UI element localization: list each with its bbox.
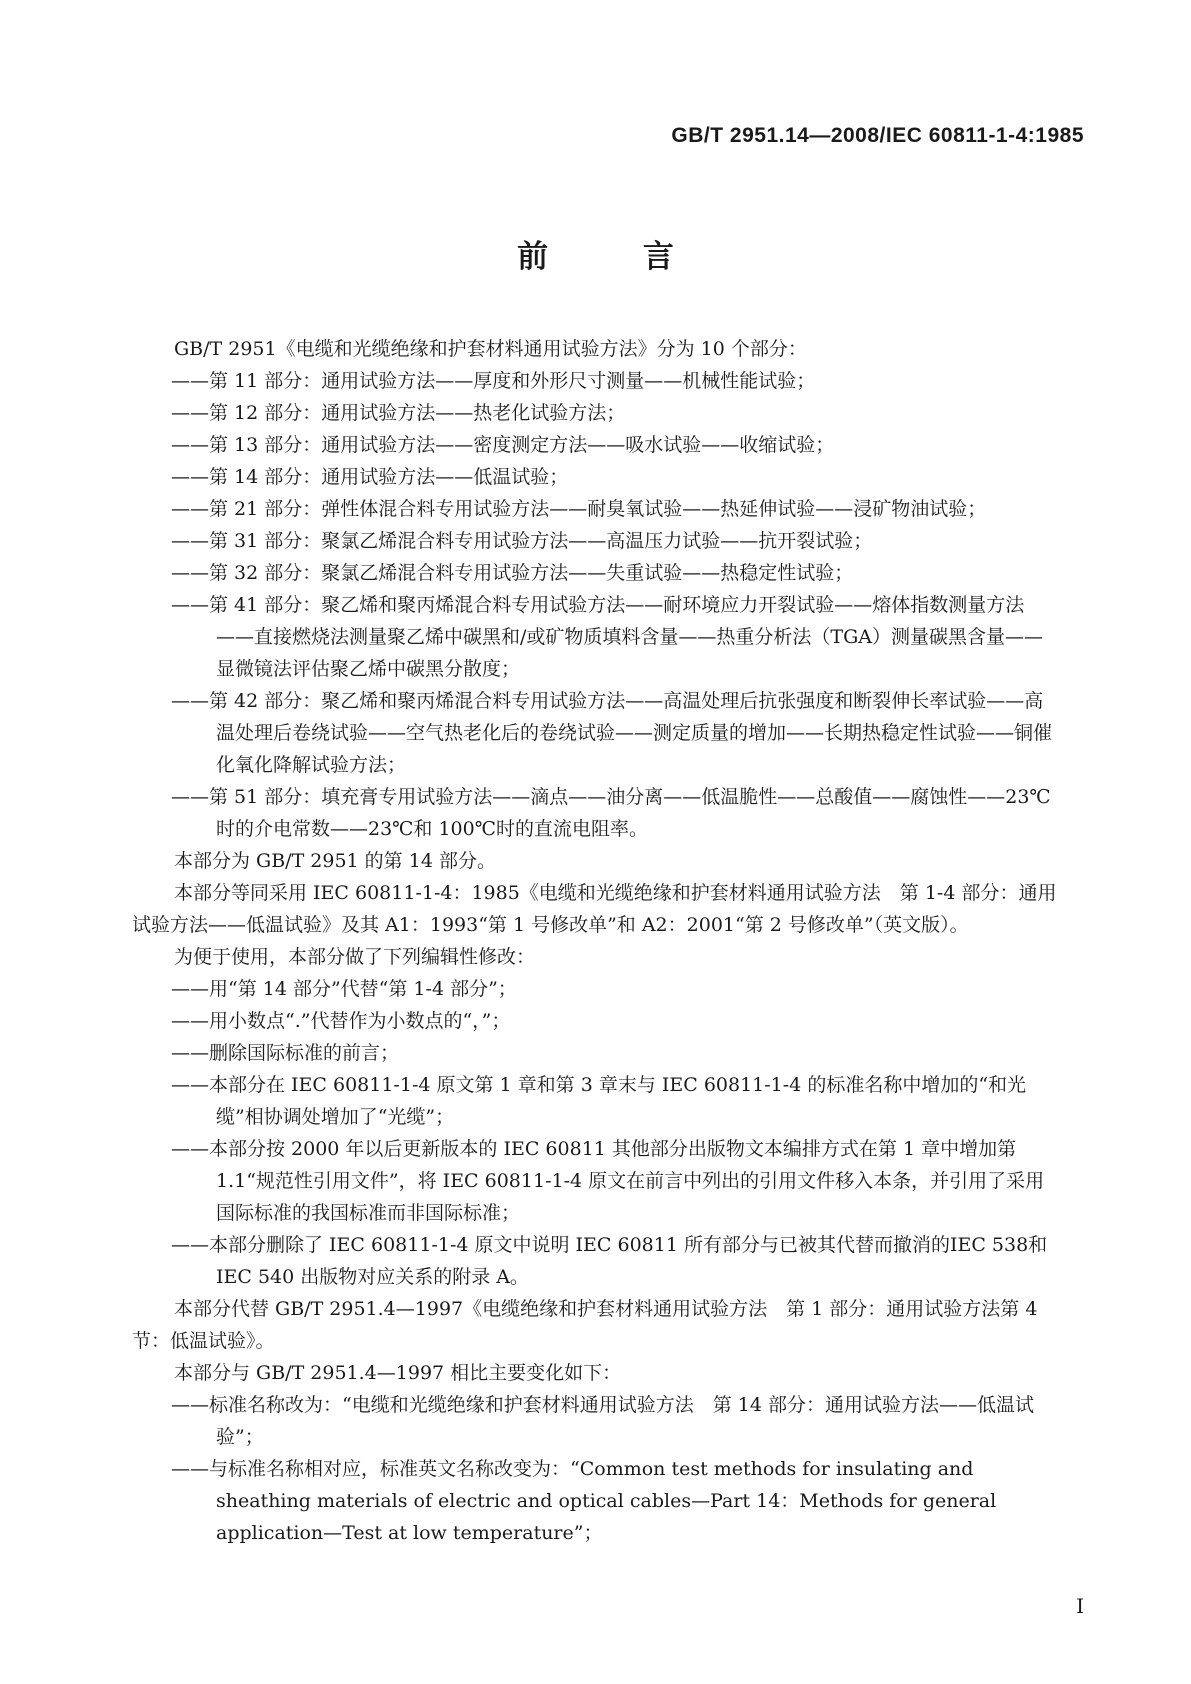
list-item: ——本部分删除了 IEC 60811-1-4 原文中说明 IEC 60811 所有部分与已被其代替而撤消的IEC 538和 IEC 540 出版物对应关系的附录 A。 [171, 1234, 1048, 1288]
paragraph: 本部分代替 GB/T 2951.4—1997《电缆绝缘和护套材料通用试验方法 第 1 部分：通用试验方法第 4 节：低温试验》。 [132, 1298, 1038, 1352]
list-item: ——第 11 部分：通用试验方法——厚度和外形尺寸测量——机械性能试验； [171, 370, 816, 392]
list-item: ——第 31 部分：聚氯乙烯混合料专用试验方法——高温压力试验——抗开裂试验； [171, 530, 873, 552]
paragraph: 本部分等同采用 IEC 60811-1-4：1985《电缆和光缆绝缘和护套材料通用试验方法 第 1-4 部分：通用试验方法——低温试验》及其 A1：1993“第 1 号修改单”和 A2：2001“第 2 号修改单”（英文版）。 [132, 882, 1057, 936]
list-item: ——第 21 部分：弹性体混合料专用试验方法——耐臭氧试验——热延伸试验——浸矿物油试验； [171, 498, 987, 520]
list-item: ——标准名称改为：“电缆和光缆绝缘和护套材料通用试验方法 第 14 部分：通用试验方法——低温试验”； [171, 1394, 1034, 1448]
list-item: ——本部分按 2000 年以后更新版本的 IEC 60811 其他部分出版物文本编排方式在第 1 章中增加第 1.1“规范性引用文件”，将 IEC 60811-1-4 原文在前言中列出的引用文件移入本条，并引用了采用国际标准的我国标准而非国际标准； [171, 1138, 1045, 1224]
list-item: ——第 51 部分：填充膏专用试验方法——滴点——油分离——低温脆性——总酸值——腐蚀性——23℃时的介电常数——23℃和 100℃时的直流电阻率。 [171, 786, 1051, 840]
list-item: ——本部分在 IEC 60811-1-4 原文第 1 章和第 3 章末与 IEC 60811-1-4 的标准名称中增加的“和光缆”相协调处增加了“光缆”； [171, 1074, 1027, 1128]
page-number: I [1076, 1594, 1084, 1618]
paragraph: 为便于使用，本部分做了下列编辑性修改： [174, 946, 536, 968]
list-item: ——第 14 部分：通用试验方法——低温试验； [171, 466, 569, 488]
list-item: ——第 41 部分：聚乙烯和聚丙烯混合料专用试验方法——耐环境应力开裂试验——熔体指数测量方法——直接燃烧法测量聚乙烯中碳黑和/或矿物质填料含量——热重分析法（TGA）测量碳黑含量——显微镜法评估聚乙烯中碳黑分散度； [171, 594, 1043, 680]
document-body [132, 333, 1058, 1549]
paragraph: GB/T 2951《电缆和光缆绝缘和护套材料通用试验方法》分为 10 个部分： [174, 338, 807, 360]
list-item: ——第 32 部分：聚氯乙烯混合料专用试验方法——失重试验——热稳定性试验； [171, 562, 854, 584]
list-item: ——第 42 部分：聚乙烯和聚丙烯混合料专用试验方法——高温处理后抗张强度和断裂伸长率试验——高温处理后卷绕试验——空气热老化后的卷绕试验——测定质量的增加——长期热稳定性试验——铜催化氧化降解试验方法； [171, 690, 1053, 776]
list-item: ——与标准名称相对应，标准英文名称改变为：“Common test methods for insulating and sheathing materials of electric and optical cables—Part 14：Methods for general application—Test at low temperature”； [171, 1458, 997, 1544]
list-item: ——第 13 部分：通用试验方法——密度测定方法——吸水试验——收缩试验； [171, 434, 835, 456]
paragraph: 本部分与 GB/T 2951.4—1997 相比主要变化如下： [174, 1362, 622, 1384]
standard-code: GB/T 2951.14—2008/IEC 60811-1-4:1985 [671, 124, 1084, 147]
list-item: ——删除国际标准的前言； [171, 1042, 400, 1064]
paragraph: 本部分为 GB/T 2951 的第 14 部分。 [174, 850, 496, 872]
list-item: ——用“第 14 部分”代替“第 1-4 部分”； [171, 978, 517, 1000]
list-item: ——用小数点“.”代替作为小数点的“，”； [171, 1010, 511, 1032]
page-title: 前 言 [517, 239, 716, 275]
list-item: ——第 12 部分：通用试验方法——热老化试验方法； [171, 402, 626, 424]
